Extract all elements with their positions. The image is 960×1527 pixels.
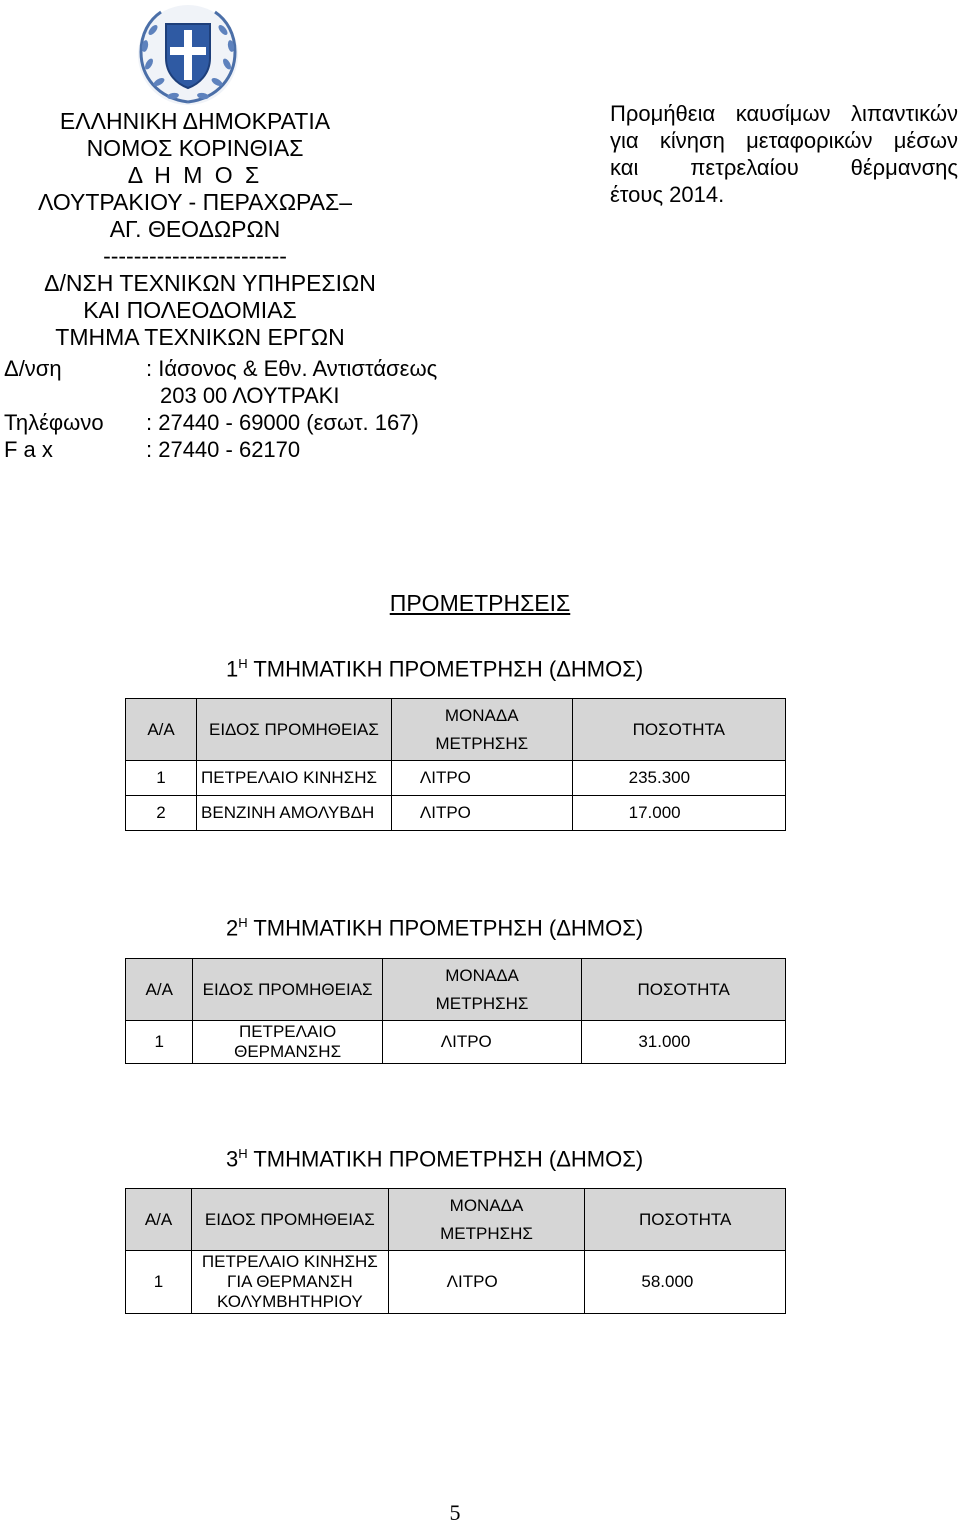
phone-value: : 27440 - 69000 (εσωτ. 167) — [146, 410, 419, 435]
header-line: ΕΛΛΗΝΙΚΗ ΔΗΜΟΚΡΑΤΙΑ — [59, 108, 331, 134]
column-header-unit: ΜΟΝΑΔΑ ΜΕΤΡΗΣΗΣ — [391, 699, 572, 761]
greek-coat-of-arms-icon — [135, 2, 241, 108]
column-header-kind: ΕΙΔΟΣ ΠΡΟΜΗΘΕΙΑΣ — [192, 1189, 389, 1251]
fax-value: : 27440 - 62170 — [146, 437, 301, 462]
page-number: 5 — [449, 1500, 461, 1525]
header-separator: ------------------------ — [103, 243, 287, 269]
column-header-qty: ΠΟΣΟΤΗΤΑ — [572, 699, 785, 761]
header-line: ΝΟΜΟΣ ΚΟΡΙΝΘΙΑΣ — [86, 135, 304, 161]
column-header-qty: ΠΟΣΟΤΗΤΑ — [582, 959, 786, 1021]
address-value: : Ιάσονος & Εθν. Αντιστάσεως — [146, 356, 438, 381]
fax-label: F a x — [4, 437, 53, 462]
column-header-aa: Α/Α — [126, 959, 193, 1021]
header-line: ΛΟΥΤΡΑΚΙΟΥ - ΠΕΡΑΧΩΡΑΣ– — [37, 189, 353, 215]
phone-label: Τηλέφωνο — [4, 410, 104, 435]
column-header-unit: ΜΟΝΑΔΑ ΜΕΤΡΗΣΗΣ — [388, 1189, 585, 1251]
table-header-row — [126, 1189, 786, 1251]
row-aa: 1 — [126, 1251, 192, 1314]
row-qty: 31.000 — [582, 1021, 786, 1064]
row-unit: ΛΙΤΡΟ — [391, 761, 572, 796]
section-title: $2^H$ ΤΜΗΜΑΤΙΚΗ ΠΡΟΜΕΤΡΗΣΗ (ΔΗΜΟΣ) — [226, 915, 644, 941]
column-header-unit: ΜΟΝΑΔΑ ΜΕΤΡΗΣΗΣ — [382, 959, 582, 1021]
table-header-row — [126, 959, 786, 1021]
subject-line: και πετρελαίου θέρμανσης — [610, 155, 958, 180]
column-header-qty: ΠΟΣΟΤΗΤΑ — [585, 1189, 786, 1251]
row-kind: ΠΕΤΡΕΛΑΙΟ ΚΙΝΗΣΗΣ — [197, 761, 392, 796]
row-qty: 58.000 — [585, 1251, 786, 1314]
table-row — [126, 1251, 786, 1314]
column-header-aa: Α/Α — [126, 699, 197, 761]
header-line: Δ Η Μ Ο Σ — [127, 162, 263, 188]
header-line: ΚΑΙ ΠΟΛΕΟΔΟΜΙΑΣ — [83, 297, 297, 323]
subject-line: έτους 2014. — [610, 182, 725, 207]
table-header-row — [126, 699, 786, 761]
address-postcode: 203 00 ΛΟΥΤΡΑΚΙ — [160, 383, 340, 408]
project-subject — [610, 100, 958, 208]
table-row — [126, 1021, 786, 1064]
header-line: ΑΓ. ΘΕΟΔΩΡΩΝ — [109, 216, 281, 242]
row-unit: ΛΙΤΡΟ — [382, 1021, 582, 1064]
row-aa: 1 — [126, 1021, 193, 1064]
address-label: Δ/νση — [4, 356, 62, 381]
header-line: Δ/ΝΣΗ ΤΕΧΝΙΚΩΝ ΥΠΗΡΕΣΙΩΝ — [44, 270, 376, 296]
row-kind: ΠΕΤΡΕΛΑΙΟ ΚΙΝΗΣΗΣ ΓΙΑ ΘΕΡΜΑΝΣΗ ΚΟΛΥΜΒΗΤΗΡΙΟΥ — [192, 1251, 389, 1314]
column-header-kind: ΕΙΔΟΣ ΠΡΟΜΗΘΕΙΑΣ — [193, 959, 382, 1021]
column-header-kind: ΕΙΔΟΣ ΠΡΟΜΗΘΕΙΑΣ — [197, 699, 392, 761]
row-aa: 2 — [126, 796, 197, 831]
measurement-table — [125, 698, 786, 831]
row-aa: 1 — [126, 761, 197, 796]
column-header-aa: Α/Α — [126, 1189, 192, 1251]
subject-line: για κίνηση μεταφορικών μέσων — [610, 128, 958, 153]
row-kind: ΠΕΤΡΕΛΑΙΟ ΘΕΡΜΑΝΣΗΣ — [193, 1021, 382, 1064]
subject-line: Προμήθεια καυσίμων λιπαντικών — [610, 101, 958, 126]
row-qty: 17.000 — [572, 796, 785, 831]
table-row — [126, 761, 786, 796]
row-qty: 235.300 — [572, 761, 785, 796]
row-unit: ΛΙΤΡΟ — [388, 1251, 585, 1314]
row-unit: ΛΙΤΡΟ — [391, 796, 572, 831]
section-title: $1^H$ ΤΜΗΜΑΤΙΚΗ ΠΡΟΜΕΤΡΗΣΗ (ΔΗΜΟΣ) — [226, 656, 644, 682]
row-kind: ΒΕΝΖΙΝΗ ΑΜΟΛΥΒΔΗ — [197, 796, 392, 831]
header-line: ΤΜΗΜΑ ΤΕΧΝΙΚΩΝ ΕΡΓΩΝ — [55, 324, 345, 350]
table-row — [126, 796, 786, 831]
page-title: ΠΡΟΜΕΤΡΗΣΕΙΣ — [389, 590, 571, 616]
measurement-table — [125, 958, 786, 1064]
section-title: $3^H$ ΤΜΗΜΑΤΙΚΗ ΠΡΟΜΕΤΡΗΣΗ (ΔΗΜΟΣ) — [226, 1146, 644, 1172]
measurement-table — [125, 1188, 786, 1314]
